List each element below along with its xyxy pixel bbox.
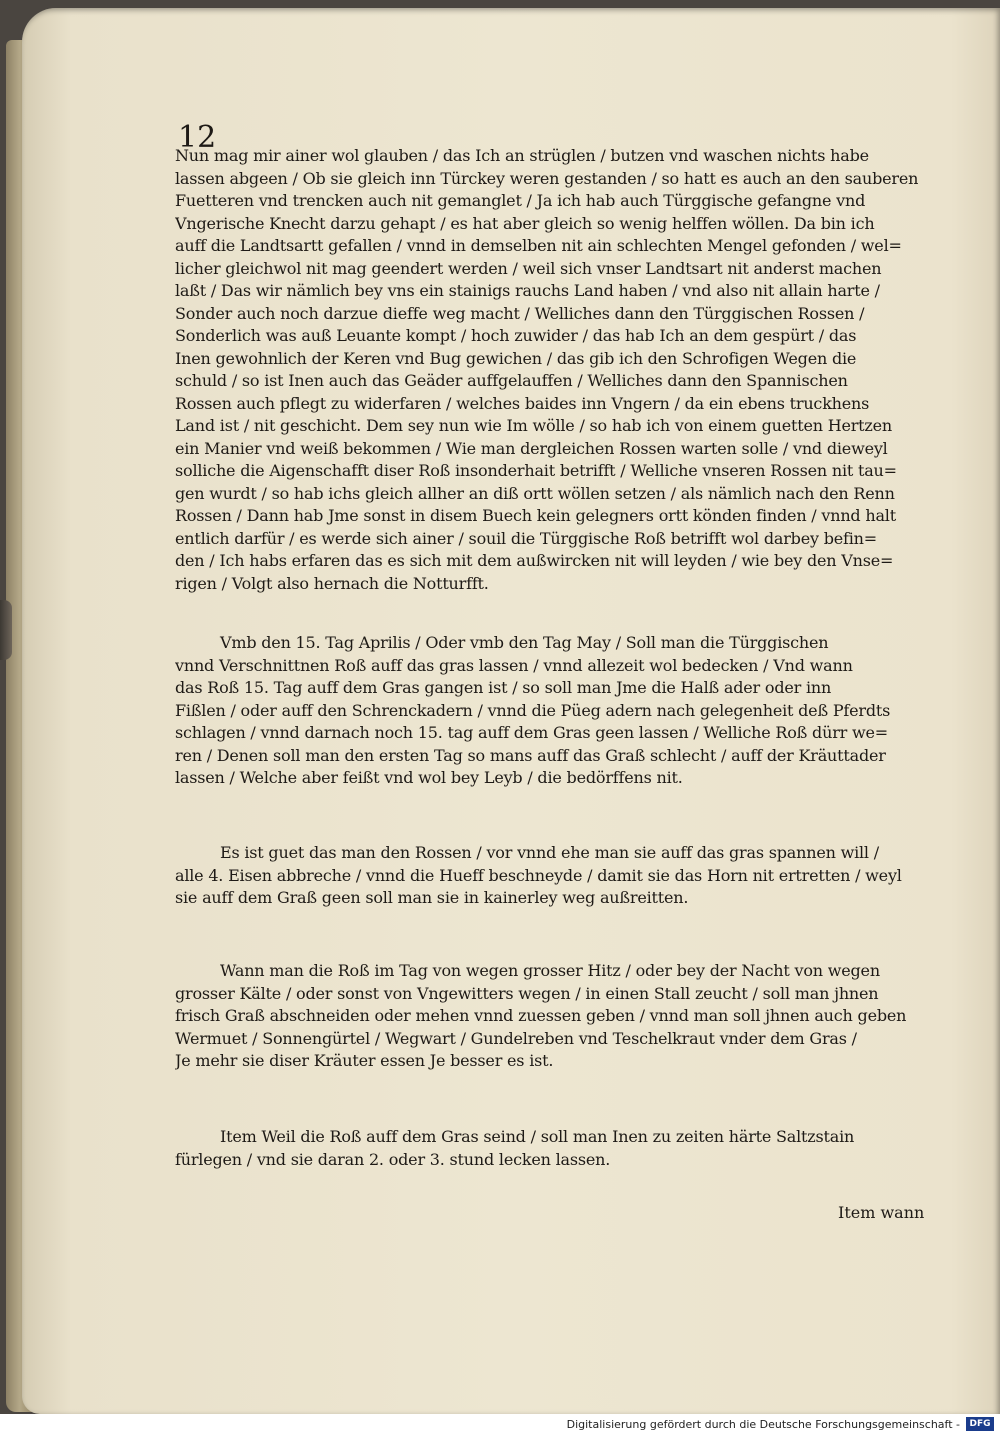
paragraph-3 — [175, 842, 950, 910]
paragraph-2 — [175, 632, 950, 790]
text-line: Land ist / nit geschicht. Dem sey nun wie Im wölle / so hab ich von einem guetten Hertzen — [175, 416, 893, 435]
text-line: schlagen / vnnd darnach noch 15. tag auff dem Gras geen lassen / Welliche Roß dürr we= — [175, 723, 888, 742]
clip-shadow — [0, 600, 12, 660]
page-number: 12 — [178, 120, 217, 155]
text-line: schuld / so ist Inen auch das Geäder auffgelauffen / Welliches dann den Spannischen — [175, 371, 848, 390]
text-line: Sonder auch noch darzue dieffe weg macht / Welliches dann den Türggischen Rossen / — [175, 303, 865, 323]
text-line: Wermuet / Sonnengürtel / Wegwart / Gundelreben vnd Teschelkraut vnder dem Gras / — [175, 1028, 857, 1048]
text-line: Vmb den 15. Tag Aprilis / Oder vmb den Tag May / Soll man die Türggischen — [220, 633, 829, 652]
text-line: vnnd Verschnittnen Roß auff das gras lassen / vnnd allezeit wol bedecken / Vnd wann — [175, 655, 853, 675]
text-line: Vngerische Knecht darzu gehapt / es hat aber gleich so wenig helffen wöllen. Da bin ich — [175, 213, 875, 233]
text-line: sie auff dem Graß geen soll man sie in kainerley weg außreitten. — [175, 888, 689, 907]
text-line: Fißlen / oder auff den Schrenckadern / vnnd die Püeg adern nach gelegenheit deß Pferdts — [175, 700, 891, 720]
footer-bar — [0, 1414, 1000, 1435]
text-line: ein Manier vnd weiß bekommen / Wie man dergleichen Rossen warten solle / vnd dieweyl — [175, 438, 888, 458]
text-line: auff die Landtsartt gefallen / vnnd in demselben nit ain schlechten Mengel gefonden / wel= — [175, 236, 902, 255]
footer-text: Digitalisierung gefördert durch die Deutsche Forschungsgemeinschaft - — [566, 1418, 960, 1431]
text-line: entlich darfür / es werde sich ainer / souil die Türggische Roß betrifft wol darbey befin= — [175, 528, 877, 548]
text-line: grosser Kälte / oder sonst von Vngewitters wegen / in einen Stall zeucht / soll man jhnen — [175, 983, 879, 1003]
text-line: Wann man die Roß im Tag von wegen grosser Hitz / oder bey der Nacht von wegen — [220, 961, 880, 980]
text-line: lassen / Welche aber feißt vnd wol bey Leyb / die bedörffens nit. — [175, 768, 683, 787]
paragraph-1 — [175, 145, 950, 595]
text-line: lassen abgeen / Ob sie gleich inn Türckey weren gestanden / so hatt es auch an den sauberen — [175, 168, 919, 188]
text-line: Je mehr sie diser Kräuter essen Je besser es ist. — [175, 1051, 554, 1070]
text-line: laßt / Das wir nämlich bey vns ein stainigs rauchs Land haben / vnd also nit allain harte / — [175, 281, 880, 300]
text-line: frisch Graß abschneiden oder mehen vnnd zuessen geben / vnnd man soll jhnen auch geben — [175, 1006, 907, 1025]
text-line: rigen / Volgt also hernach die Notturfft. — [175, 573, 489, 593]
text-line: Sonderlich was auß Leuante kompt / hoch zuwider / das hab Ich an dem gespürt / das — [175, 326, 857, 345]
dfg-logo: DFG — [966, 1417, 994, 1431]
text-line: fürlegen / vnd sie daran 2. oder 3. stund lecken lassen. — [175, 1149, 611, 1169]
paragraph-5 — [175, 1126, 950, 1171]
text-line: das Roß 15. Tag auff dem Gras gangen ist / so soll man Jme die Halß ader oder inn — [175, 678, 832, 697]
text-line: Rossen / Dann hab Jme sonst in disem Buech kein gelegners ortt könden finden / vnnd halt — [175, 506, 896, 525]
paragraph-4 — [175, 960, 950, 1073]
text-line: Inen gewohnlich der Keren vnd Bug gewichen / das gib ich den Schrofigen Wegen die — [175, 348, 857, 368]
text-line: Fuetteren vnd trencken auch nit gemanglet / Ja ich hab auch Türggische gefangne vnd — [175, 191, 866, 210]
text-line: gen wurdt / so hab ichs gleich allher an diß ortt wöllen setzen / als nämlich nach den Renn — [175, 483, 895, 503]
text-line: Nun mag mir ainer wol glauben / das Ich an strüglen / butzen vnd waschen nichts habe — [175, 146, 869, 165]
text-line: Item Weil die Roß auff dem Gras seind / soll man Inen zu zeiten härte Saltzstain — [220, 1127, 855, 1146]
catchword: Item wann — [838, 1203, 925, 1222]
text-line: Es ist guet das man den Rossen / vor vnnd ehe man sie auff das gras spannen will / — [220, 843, 879, 862]
text-line: solliche die Aigenschafft diser Roß insonderhait betrifft / Welliche vnseren Rossen nit tau= — [175, 461, 897, 480]
text-line: ren / Denen soll man den ersten Tag so mans auff das Graß schlecht / auff der Kräuttader — [175, 745, 886, 765]
text-line: licher gleichwol nit mag geendert werden / weil sich vnser Landtsart nit anderst machen — [175, 258, 882, 278]
text-line: den / Ich habs erfaren das es sich mit dem außwircken nit will leyden / wie bey den Vnse= — [175, 551, 894, 570]
text-line: Rossen auch pflegt zu widerfaren / welches baides inn Vngern / da ein ebens truckhens — [175, 393, 870, 413]
text-line: alle 4. Eisen abbreche / vnnd die Hueff beschneyde / damit sie das Horn nit ertretten / weyl — [175, 865, 902, 885]
